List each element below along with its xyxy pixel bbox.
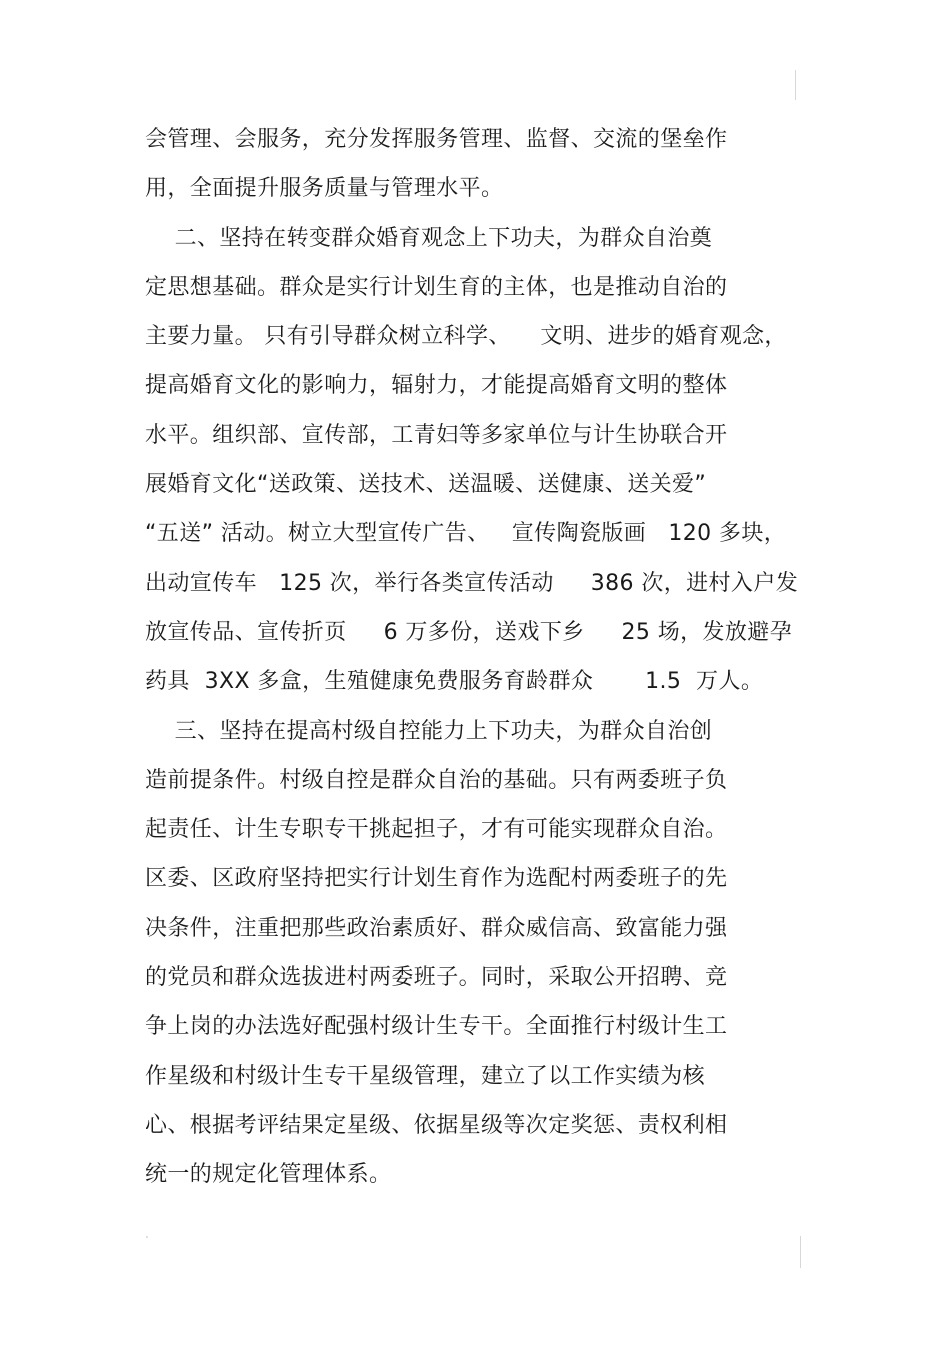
text-line: 主要力量。 只有引导群众树立科学、 文明、进步的婚育观念， — [145, 324, 787, 350]
text-line: “五送” 活动。树立大型宣传广告、 宣传陶瓷版画 120 多块， — [145, 521, 787, 547]
text-line: 造前提条件。村级自控是群众自治的基础。只有两委班子负 — [145, 767, 728, 793]
text-line: 心、根据考评结果定星级、依据星级等次定奖惩、责权利相 — [145, 1112, 728, 1138]
page-edge-mark-bottom — [800, 1236, 801, 1268]
text-line: 统一的规定化管理体系。 — [145, 1162, 392, 1188]
text-line: 药具 3XX 多盒，生殖健康免费服务育龄群众 1.5 万人。 — [145, 669, 764, 695]
text-line: 提高婚育文化的影响力，辐射力，才能提高婚育文明的整体 — [145, 373, 728, 399]
text-line: 出动宣传车 125 次，举行各类宣传活动 386 次，进村入户发 — [145, 570, 799, 596]
text-line: 定思想基础。群众是实行计划生育的主体，也是推动自治的 — [145, 274, 728, 300]
text-line: 区委、区政府坚持把实行计划生育作为选配村两委班子的先 — [145, 866, 728, 892]
text-line: 起责任、计生专职专干挑起担子，才有可能实现群众自治。 — [145, 817, 728, 843]
text-line: 二、坚持在转变群众婚育观念上下功夫，为群众自治奠 — [145, 225, 713, 251]
text-line: 放宣传品、宣传折页 6 万多份，送戏下乡 25 场，发放避孕 — [145, 619, 793, 645]
text-line: 决条件，注重把那些政治素质好、群众威信高、致富能力强 — [145, 915, 728, 941]
page-edge-mark-top — [795, 70, 796, 100]
text-line: 用，全面提升服务质量与管理水平。 — [145, 176, 504, 202]
text-line: 三、坚持在提高村级自控能力上下功夫，为群众自治创 — [145, 718, 713, 744]
text-line: 的党员和群众选拔进村两委班子。同时，采取公开招聘、竞 — [145, 965, 728, 991]
text-line: 争上岗的办法选好配强村级计生专干。全面推行村级计生工 — [145, 1014, 728, 1040]
text-line: 展婚育文化“送政策、送技术、送温暖、送健康、送关爱” — [145, 472, 707, 498]
body-text — [145, 115, 815, 1200]
text-line: 会管理、会服务，充分发挥服务管理、监督、交流的堡垒作 — [145, 127, 728, 152]
text-line: 作星级和村级计生专干星级管理，建立了以工作实绩为核 — [145, 1063, 706, 1089]
text-line: 水平。组织部、宣传部，工青妇等多家单位与计生协联合开 — [145, 422, 728, 448]
page-corner-dot — [146, 1236, 148, 1238]
